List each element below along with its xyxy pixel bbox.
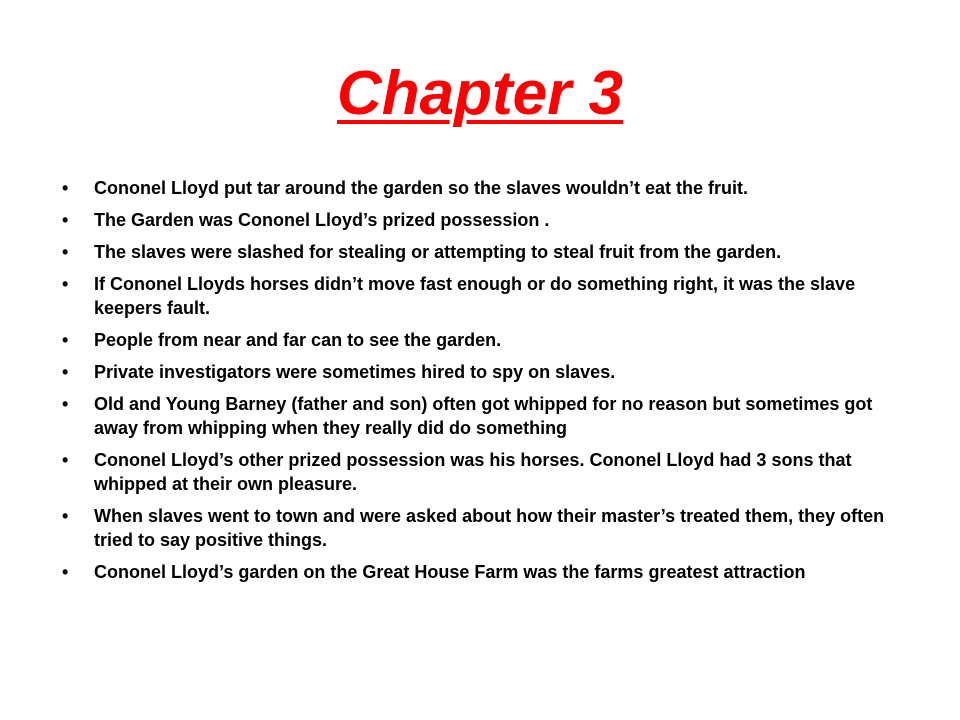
list-item-text: The slaves were slashed for stealing or attempting to steal fruit from the garden.: [94, 242, 782, 262]
list-item: [62, 360, 912, 384]
bullet-list: [62, 176, 912, 592]
list-item: [62, 560, 912, 584]
list-item-text: Cononel Lloyd’s garden on the Great House Farm was the farms greatest attraction: [94, 562, 806, 582]
list-item: [62, 392, 912, 440]
list-item-text: People from near and far can to see the garden.: [94, 330, 502, 350]
list-item-text: Cononel Lloyd’s other prized possession was his horses. Cononel Lloyd had 3 sons that whipped at their own pleasure.: [94, 450, 852, 494]
list-item: [62, 208, 912, 232]
bullet-icon: •: [62, 394, 69, 414]
slide-title: Chapter 3: [337, 59, 623, 128]
list-item-text: If Cononel Lloyds horses didn’t move fast enough or do something right, it was the slave keepers fault.: [94, 274, 856, 318]
list-item-text: Cononel Lloyd put tar around the garden so the slaves wouldn’t eat the fruit.: [94, 178, 749, 198]
list-item-text: Old and Young Barney (father and son) often got whipped for no reason but sometimes got away from whipping when they really did do something: [94, 394, 873, 438]
bullet-icon: •: [62, 242, 69, 262]
list-item: [62, 272, 912, 320]
bullet-icon: •: [62, 562, 69, 582]
bullet-icon: •: [62, 506, 69, 526]
list-item: [62, 448, 912, 496]
bullet-icon: •: [62, 178, 69, 198]
bullet-icon: •: [62, 210, 69, 230]
list-item: [62, 504, 912, 552]
list-item: [62, 176, 912, 200]
list-item-text: Private investigators were sometimes hired to spy on slaves.: [94, 362, 616, 382]
list-item-text: When slaves went to town and were asked about how their master’s treated them, they often tried to say positive things.: [94, 506, 885, 550]
bullet-icon: •: [62, 450, 69, 470]
bullet-icon: •: [62, 274, 69, 294]
list-item: [62, 328, 912, 352]
list-item: [62, 240, 912, 264]
bullet-icon: •: [62, 362, 69, 382]
bullet-icon: •: [62, 330, 69, 350]
list-item-text: The Garden was Cononel Lloyd’s prized possession .: [94, 210, 550, 230]
